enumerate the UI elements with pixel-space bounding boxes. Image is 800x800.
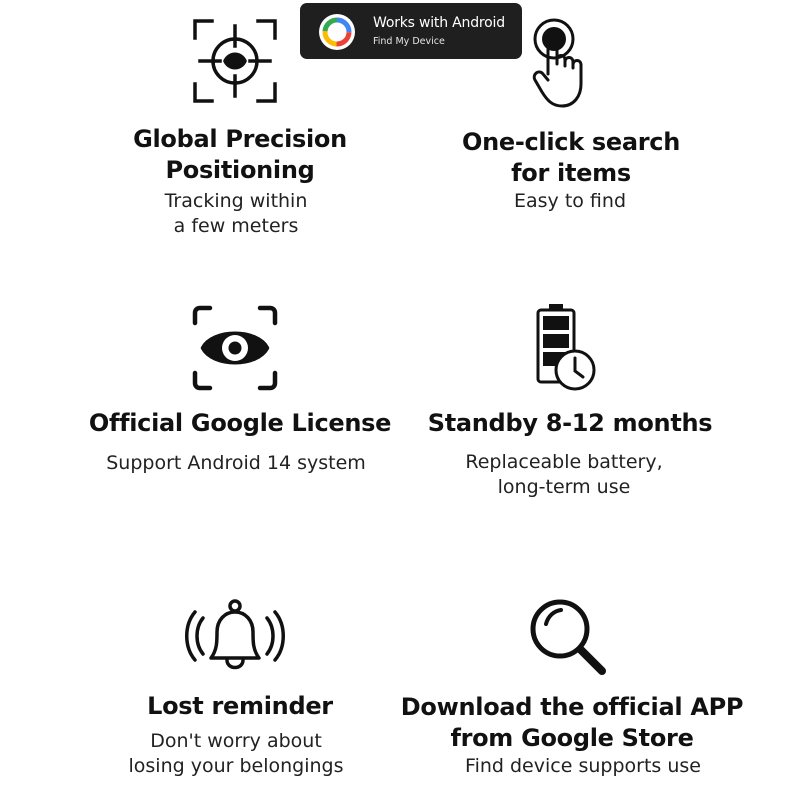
crosshair-target-icon (192, 18, 278, 104)
feature-title-standby: Standby 8-12 months (427, 409, 713, 437)
feature-desc-search: Easy to find (513, 190, 626, 212)
eye-scan-icon (191, 305, 279, 391)
hand-tap-icon (530, 18, 594, 112)
battery-clock-icon (534, 302, 598, 392)
works-with-android-badge (300, 3, 522, 59)
feature-title-license: Official Google License (88, 409, 392, 437)
feature-title-precision: Global Precision Positioning (133, 125, 347, 184)
badge-subtitle: Find My Device (373, 36, 445, 47)
feature-desc-reminder: Don't worry about losing your belongings (128, 730, 344, 777)
feature-title-download: Download the official APP from Google Store (400, 693, 744, 752)
magnifier-icon (528, 598, 610, 678)
feature-desc-download: Find device supports use (465, 755, 701, 777)
ringing-bell-icon (185, 598, 285, 672)
feature-title-search: One-click search for items (461, 128, 681, 187)
feature-title-reminder: Lost reminder (147, 692, 333, 720)
feature-desc-standby: Replaceable battery, long-term use (465, 451, 663, 498)
find-my-device-logo-icon (317, 12, 357, 52)
badge-title: Works with Android (373, 15, 505, 31)
feature-desc-precision: Tracking within a few meters (164, 190, 308, 237)
feature-desc-license: Support Android 14 system (106, 452, 366, 474)
